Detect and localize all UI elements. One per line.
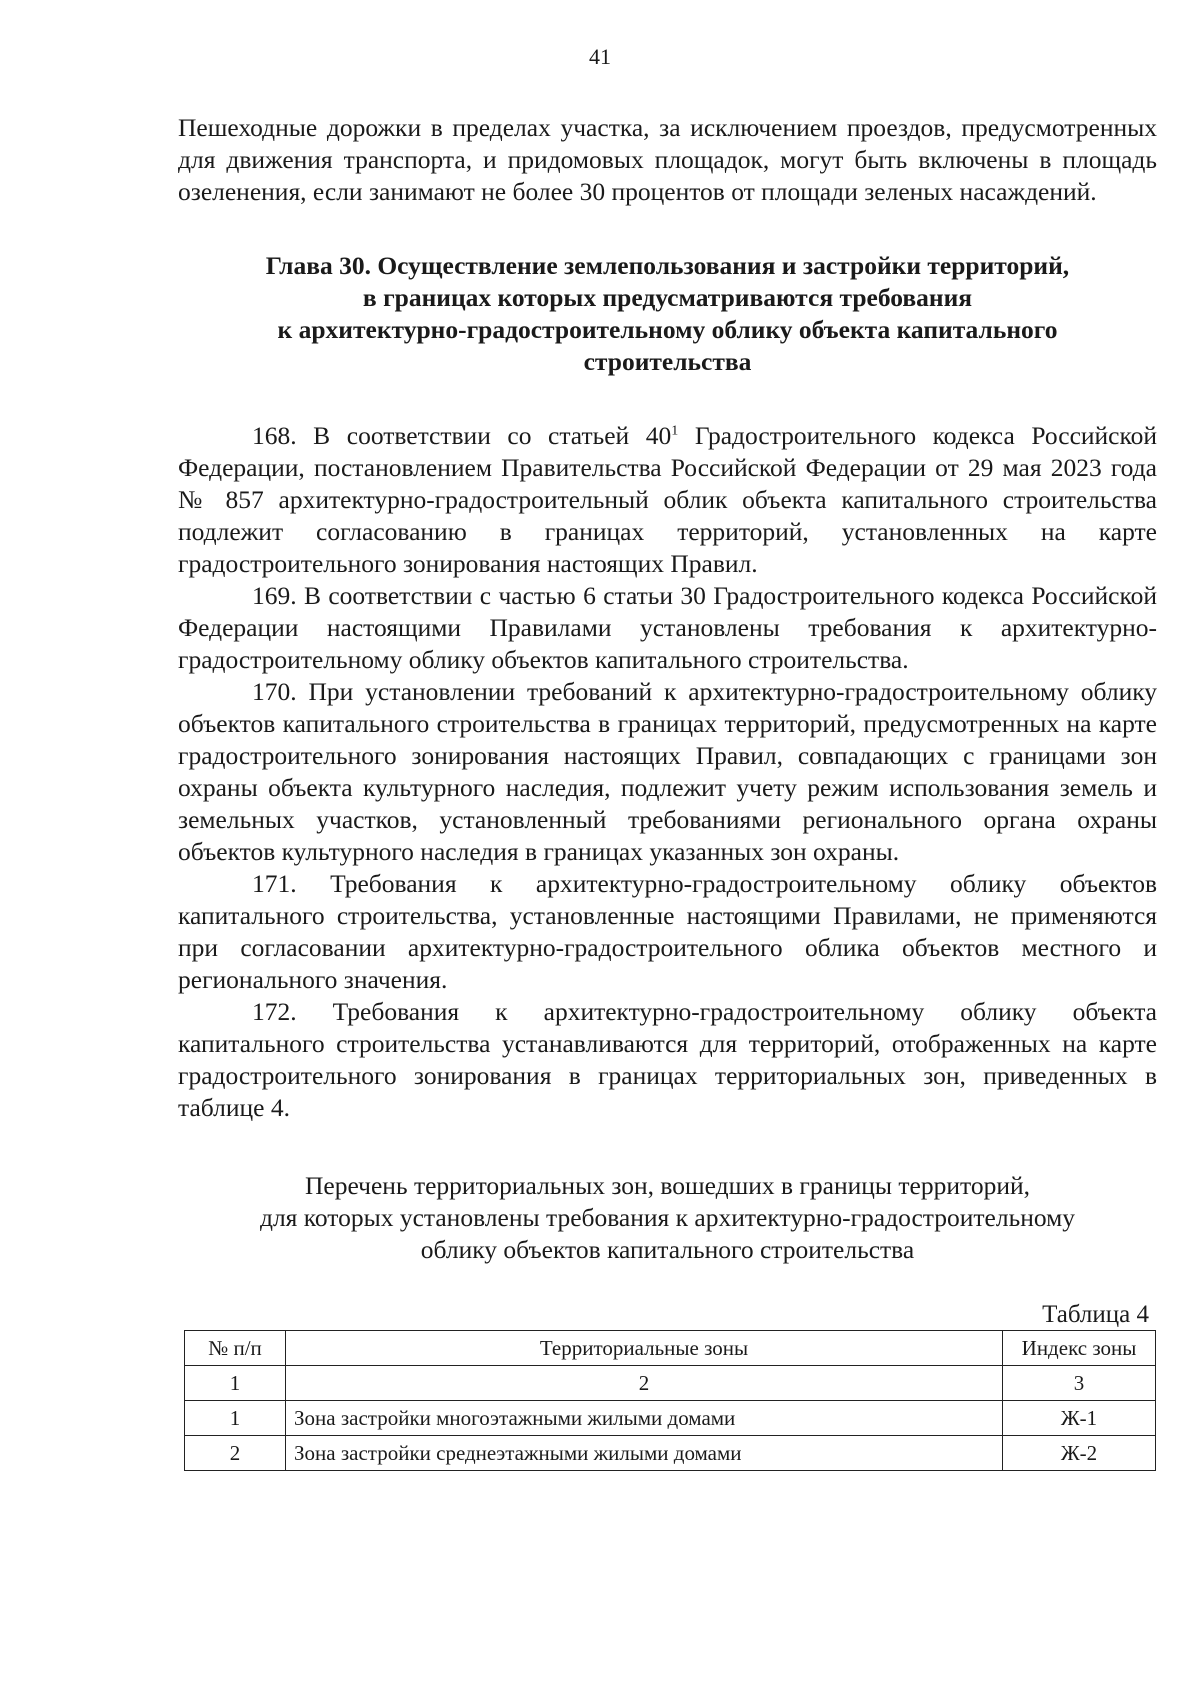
header-zone: Территориальные зоны — [286, 1331, 1003, 1366]
numbering-cell: 1 — [185, 1366, 286, 1401]
header-number: № п/п — [185, 1331, 286, 1366]
row-zone: Зона застройки многоэтажными жилыми домами — [286, 1401, 1003, 1436]
row-number: 2 — [185, 1436, 286, 1471]
zones-table — [184, 1330, 1156, 1471]
header-index: Индекс зоны — [1003, 1331, 1156, 1366]
table-caption: Таблица 4 — [1042, 1301, 1149, 1328]
numbering-cell: 3 — [1003, 1366, 1156, 1401]
table-heading-line: облику объектов капитального строительства — [420, 1235, 915, 1264]
paragraph-172: 172. Требования к архитектурно-градостроительному облику объекта капитального строительства устанавливаются для территорий, отображенных на карте градостроительного зонирования в границах территориальных зон, приведенных в таблице 4. — [178, 997, 1157, 1122]
row-number: 1 — [185, 1401, 286, 1436]
chapter-title-line: к архитектурно-градостроительному облику объекта капитального — [277, 315, 1058, 344]
table-row — [185, 1401, 1156, 1436]
numbering-cell: 2 — [286, 1366, 1003, 1401]
chapter-title-line: в границах которых предусматриваются требования — [362, 283, 973, 312]
chapter-title — [178, 250, 1157, 378]
row-index: Ж-2 — [1003, 1436, 1156, 1471]
table-heading-line: Перечень территориальных зон, вошедших в границы территорий, — [305, 1171, 1030, 1200]
page-number: 41 — [589, 44, 611, 69]
table-header-row — [185, 1331, 1156, 1366]
table-heading — [178, 1170, 1157, 1266]
paragraph-170: 170. При установлении требований к архитектурно-градостроительному облику объектов капитального строительства в границах территорий, предусмотренных на карте градостроительного зонирования настоящих Правил, совпадающих с границами зон охраны объекта культурного наследия, подлежит учету режим использования земель и земельных участков, установленный требованиями регионального органа охраны объектов культурного наследия в границах указанных зон охраны. — [178, 677, 1157, 866]
paragraph-171: 171. Требования к архитектурно-градостроительному облику объектов капитального строительства, установленные настоящими Правилами, не применяются при согласовании архитектурно-градостроительного облика объектов местного и регионального значения. — [178, 869, 1157, 994]
row-index: Ж-1 — [1003, 1401, 1156, 1436]
paragraph-168-rest: Градостроительного кодекса Российской Федерации, постановлением Правительства Российской Федерации от 29 мая 2023 года № 857 архитектурно-градостроительный облик объекта капитального строительства подлежит согласованию в границах территорий, установленных на карте градостроительного зонирования настоящих Правил. — [178, 421, 1157, 578]
table-row — [185, 1436, 1156, 1471]
paragraph-168-lead: 168. В соответствии со статьей 40 — [252, 421, 672, 450]
table-numbering-row — [185, 1366, 1156, 1401]
paragraph-168 — [178, 420, 1157, 580]
row-zone: Зона застройки среднеэтажными жилыми домами — [286, 1436, 1003, 1471]
paragraph-169: 169. В соответствии с частью 6 статьи 30 Градостроительного кодекса Российской Федерации настоящими Правилами установлены требования к архитектурно-градостроительному облику объектов капитального строительства. — [178, 581, 1157, 674]
document-body — [178, 112, 1157, 1471]
chapter-title-line: Глава 30. Осуществление землепользования и застройки территорий, — [265, 251, 1070, 280]
paragraph-pedestrian-paths: Пешеходные дорожки в пределах участка, за исключением проездов, предусмотренных для движения транспорта, и придомовых площадок, могут быть включены в площадь озеленения, если занимают не более 30 процентов от площади зеленых насаждений. — [178, 113, 1157, 206]
chapter-title-line: строительства — [583, 347, 752, 376]
paragraph-168-superscript: 1 — [671, 423, 679, 439]
table-heading-line: для которых установлены требования к архитектурно-градостроительному — [259, 1203, 1076, 1232]
